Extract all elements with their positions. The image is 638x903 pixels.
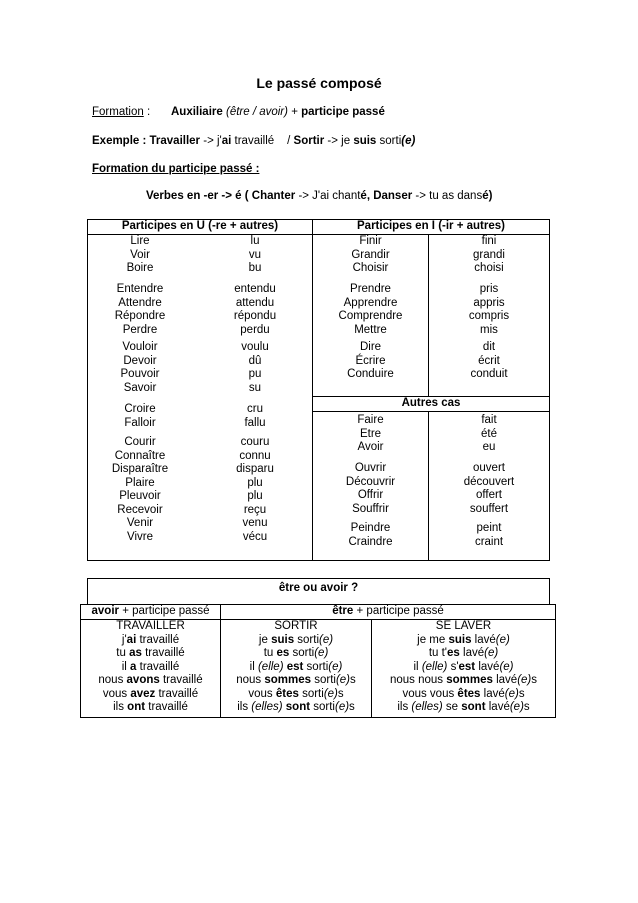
verb-participle: choisi <box>474 262 504 274</box>
avoir-rest: + participe passé <box>119 605 210 617</box>
conj-row: je suis sorti(e) <box>258 633 334 646</box>
verb-infinitive: Boire <box>126 262 154 274</box>
conj-row: nous sommes sorti(e)s <box>236 674 356 686</box>
header-autres-cas: Autres cas <box>401 397 461 409</box>
verb-infinitive: Mettre <box>354 323 387 336</box>
verb-participle: grandi <box>473 248 505 261</box>
verb-infinitive: Souffrir <box>352 502 389 515</box>
etre-rest: + participe passé <box>353 605 444 617</box>
verb-participle: connu <box>239 449 271 462</box>
verb-participle: couru <box>240 436 270 448</box>
verb-participle: souffert <box>469 502 509 515</box>
verb-participle: fait <box>481 414 497 426</box>
verb-participle: plu <box>247 490 263 502</box>
verb-participle: vu <box>248 248 262 261</box>
verbes-er-e: é) <box>482 190 493 202</box>
verb-participle: dit <box>482 341 496 353</box>
conj-title: TRAVAILLER <box>116 620 185 632</box>
verb-infinitive: Entendre <box>116 283 164 295</box>
verb-infinitive: Dire <box>359 341 382 353</box>
verb-participle: offert <box>476 489 502 501</box>
verb-infinitive: Vivre <box>127 530 153 543</box>
verb-infinitive: Découvrir <box>345 475 396 488</box>
etre-ou-avoir-header: être ou avoir ? <box>278 582 359 594</box>
verb-infinitive: Courir <box>124 436 156 448</box>
verb-infinitive: Croire <box>124 403 156 415</box>
exemple-arrow2: -> je <box>324 135 354 147</box>
conj-title: SE LAVER <box>435 620 492 632</box>
conj-row: ils (elles) sont sorti(e)s <box>237 701 355 713</box>
verbes-er-b: -> J'ai chant <box>295 190 361 202</box>
verb-infinitive: Finir <box>359 235 382 247</box>
conj-travailler <box>81 620 220 715</box>
verb-infinitive: Falloir <box>124 416 156 429</box>
formation-aux: Auxiliaire <box>171 106 223 118</box>
exemple-label: Exemple : Travailler <box>92 135 201 147</box>
verb-participle: su <box>248 381 262 394</box>
exemple-travaille: travaillé <box>231 135 275 147</box>
conj-row: vous vous êtes lavé(e)s <box>402 687 525 700</box>
conj-row: tu t'es lavé(e) <box>428 647 499 659</box>
exemple-sorti: sorti <box>376 135 402 147</box>
verb-infinitive: Conduire <box>347 368 394 380</box>
verb-infinitive: Faire <box>357 414 384 426</box>
verbes-er-c: é, Danser <box>360 190 413 202</box>
verb-participle: craint <box>474 535 504 548</box>
verb-infinitive: Pouvoir <box>120 368 160 380</box>
verb-infinitive: Etre <box>359 427 382 440</box>
verb-infinitive: Connaître <box>114 449 166 462</box>
verb-infinitive: Prendre <box>350 283 391 295</box>
verb-participle: cru <box>247 403 263 415</box>
verb-infinitive: Venir <box>126 517 154 529</box>
verb-participle: conduit <box>470 368 508 380</box>
conj-se-laver <box>372 620 555 715</box>
formation-pp-heading: Formation du participe passé : <box>92 163 260 175</box>
formation-aux-paren: (être / avoir) <box>225 106 288 118</box>
conj-row: il a travaillé <box>121 660 180 673</box>
conj-row: nous avons travaillé <box>98 674 203 686</box>
verb-infinitive: Peindre <box>350 522 391 534</box>
verb-infinitive: Vouloir <box>122 341 158 353</box>
verb-participle: venu <box>242 517 268 529</box>
conj-row: il (elle) est sorti(e) <box>249 660 343 673</box>
verb-participle: bu <box>248 262 262 274</box>
verb-participle: écrit <box>478 354 500 367</box>
verb-participle: appris <box>473 296 505 309</box>
verb-infinitive: Grandir <box>351 248 390 261</box>
avoir-bold: avoir <box>91 605 120 617</box>
conj-row: je me suis lavé(e) <box>417 633 510 646</box>
verb-infinitive: Apprendre <box>343 296 398 309</box>
verb-participle: voulu <box>241 341 269 353</box>
formation-pp: participe passé <box>301 106 385 118</box>
verb-participle: disparu <box>236 463 274 475</box>
verbes-er-line <box>146 190 492 202</box>
formation-label: Formation <box>92 106 144 118</box>
exemple-sortir: Sortir <box>293 135 325 147</box>
etre-pp-header <box>221 605 555 619</box>
exemple-slash: / <box>287 135 294 147</box>
conj-row: ils (elles) se sont lavé(e)s <box>397 701 530 713</box>
verb-infinitive: Choisir <box>352 262 389 274</box>
etre-bold: être <box>332 605 354 617</box>
exemple-ai: ai <box>221 135 232 147</box>
verb-participle: ouvert <box>473 462 505 474</box>
verb-participle: compris <box>468 310 510 322</box>
verb-participle: été <box>481 427 497 440</box>
conj-row: il (elle) s'est lavé(e) <box>413 660 514 673</box>
verb-infinitive: Comprendre <box>338 310 403 322</box>
avoir-pp-header <box>81 605 220 619</box>
formation-line <box>92 106 150 118</box>
verb-infinitive: Ouvrir <box>354 462 387 474</box>
verb-infinitive: Disparaître <box>111 463 169 475</box>
exemple-e: (e) <box>401 135 416 147</box>
conj-sortir <box>221 620 371 715</box>
verb-infinitive: Savoir <box>123 381 157 394</box>
conj-row: vous avez travaillé <box>102 687 199 700</box>
conj-title: SORTIR <box>274 620 318 632</box>
verbes-er-a: Verbes en -er -> é ( Chanter <box>146 190 296 202</box>
verb-participle: mis <box>480 323 498 336</box>
verb-infinitive: Attendre <box>118 296 162 309</box>
verb-participle: dû <box>248 354 262 367</box>
conj-row: nous nous sommes lavé(e)s <box>389 674 538 686</box>
verb-participle: lu <box>250 235 260 247</box>
verb-infinitive: Devoir <box>123 354 157 367</box>
verb-infinitive: Plaire <box>125 476 155 489</box>
verb-participle: découvert <box>463 475 515 488</box>
formation-plus: + <box>291 106 298 118</box>
verbes-er-d: -> tu as dans <box>412 190 483 202</box>
verb-infinitive: Répondre <box>114 310 166 322</box>
verb-infinitive: Voir <box>130 248 150 261</box>
verb-infinitive: Lire <box>130 235 150 247</box>
verb-participle: répondu <box>233 310 277 322</box>
verb-infinitive: Perdre <box>122 323 158 336</box>
formation-rule <box>171 106 385 118</box>
conj-row: j'ai travaillé <box>121 633 180 646</box>
header-participes-i: Participes en I (-ir + autres) <box>357 220 505 232</box>
verb-participle: fallu <box>244 416 266 429</box>
verb-infinitive: Pleuvoir <box>119 490 161 502</box>
conj-row: vous êtes sorti(e)s <box>248 687 344 700</box>
verb-infinitive: Craindre <box>348 535 393 548</box>
verb-participle: pu <box>248 368 262 380</box>
verb-infinitive: Avoir <box>357 441 384 453</box>
formation-colon: : <box>143 106 151 118</box>
page-title: Le passé composé <box>256 75 382 91</box>
conj-row: tu es sorti(e) <box>263 647 329 659</box>
exemple-suis: suis <box>353 135 377 147</box>
conj-row: tu as travaillé <box>116 647 185 659</box>
verb-infinitive: Écrire <box>355 354 386 367</box>
verb-participle: eu <box>482 441 496 453</box>
conj-row: ils ont travaillé <box>113 701 188 713</box>
exemple-arrow1: -> j' <box>200 135 222 147</box>
verb-participle: peint <box>476 522 502 534</box>
exemple-line <box>92 135 415 147</box>
verb-infinitive: Recevoir <box>117 503 163 516</box>
verb-participle: entendu <box>234 283 276 295</box>
verb-participle: reçu <box>243 503 267 516</box>
verb-participle: perdu <box>240 323 270 336</box>
verb-participle: pris <box>479 283 499 295</box>
verb-participle: vécu <box>242 530 268 543</box>
header-participes-u: Participes en U (-re + autres) <box>121 220 279 232</box>
verb-infinitive: Offrir <box>357 489 384 501</box>
verb-participle: attendu <box>235 296 275 309</box>
verb-participle: fini <box>481 235 497 247</box>
verb-participle: plu <box>247 476 263 489</box>
